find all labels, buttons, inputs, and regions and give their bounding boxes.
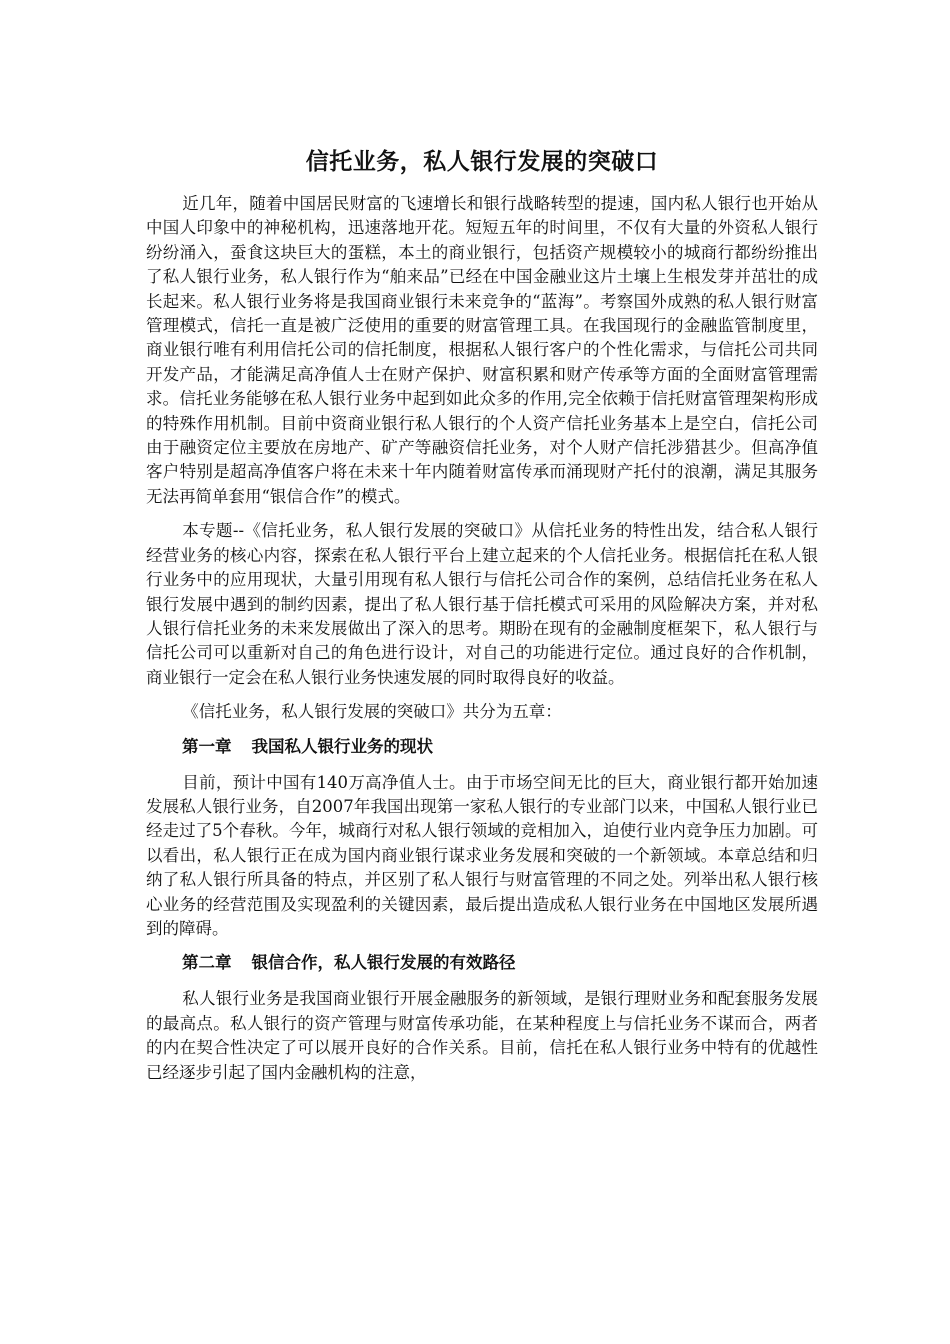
intro-paragraph-2: 本专题--《信托业务，私人银行发展的突破口》从信托业务的特性出发，结合私人银行经营业务的核心内容，探索在私人银行平台上建立起来的个人信托业务。根据信托在私人银行业务中的应用现状，大量引用现有私人银行与信托公司合作的案例，总结信托业务在私人银行发展中遇到的制约因素，提出了私人银行基于信托模式可采用的风险解决方案，并对私人银行信托业务的未来发展做出了深入的思考。期盼在现有的金融制度框架下，私人银行与信托公司可以重新对自己的角色进行设计，对自己的功能进行定位。通过良好的合作机制，商业银行一定会在私人银行业务快速发展的同时取得良好的收益。	[146, 521, 818, 687]
chapter-2-number: 第二章	[182, 953, 232, 973]
chapter-1-title: 我国私人银行业务的现状	[251, 736, 433, 756]
intro-paragraph-3: 《信托业务，私人银行发展的突破口》共分为五章：	[182, 702, 562, 722]
document-page	[146, 146, 818, 1095]
intro-paragraph-1: 近几年，随着中国居民财富的飞速增长和银行战略转型的提速，国内私人银行也开始从中国人印象中的神秘机构，迅速落地开花。短短五年的时间里，不仅有大量的外资私人银行纷纷涌入，蚕食这块巨大的蛋糕，本土的商业银行，包括资产规模较小的城商行都纷纷推出了私人银行业务，私人银行作为“舶来品”已经在中国金融业这片土壤上生根发芽并茁壮的成长起来。私人银行业务将是我国商业银行未来竞争的“蓝海”。考察国外成熟的私人银行财富管理模式，信托一直是被广泛使用的重要的财富管理工具。在我国现行的金融监管制度里，商业银行唯有利用信托公司的信托制度，根据私人银行客户的个性化需求，与信托公司共同开发产品，才能满足高净值人士在财产保护、财富积累和财产传承等方面的全面财富管理需求。信托业务能够在私人银行业务中起到如此众多的作用,完全依赖于信托财富管理架构形成的特殊作用机制。目前中资商业银行私人银行的个人资产信托业务基本上是空白，信托公司由于融资定位主要放在房地产、矿产等融资信托业务，对个人财产信托涉猎甚少。但高净值客户特别是超高净值客户将在未来十年内随着财富传承而涌现财产托付的浪潮，满足其服务无法再简单套用“银信合作”的模式。	[146, 194, 818, 506]
chapter-1-number: 第一章	[182, 736, 232, 756]
chapter-2-body: 私人银行业务是我国商业银行开展金融服务的新领域，是银行理财业务和配套服务发展的最高点。私人银行的资产管理与财富传承功能，在某种程度上与信托业务不谋而合，两者的内在契合性决定了可以展开良好的合作关系。目前，信托在私人银行业务中特有的优越性已经逐步引起了国内金融机构的注意，	[146, 989, 818, 1082]
chapter-1-body: 目前，预计中国有140万高净值人士。由于市场空间无比的巨大，商业银行都开始加速发展私人银行业务，自2007年我国出现第一家私人银行的专业部门以来，中国私人银行业已经走过了5个春秋。今年，城商行对私人银行领域的竞相加入，迫使行业内竞争压力加剧。可以看出，私人银行正在成为国内商业银行谋求业务发展和突破的一个新领域。本章总结和归纳了私人银行所具备的特点，并区别了私人银行与财富管理的不同之处。列举出私人银行核心业务的经营范围及实现盈利的关键因素，最后提出造成私人银行业务在中国地区发展所遇到的障碍。	[146, 772, 818, 938]
chapter-2-heading	[146, 951, 818, 975]
document-title: 信托业务，私人银行发展的突破口	[305, 149, 659, 175]
chapter-2-title: 银信合作，私人银行发展的有效路径	[251, 953, 516, 973]
chapter-1-heading	[146, 735, 818, 759]
